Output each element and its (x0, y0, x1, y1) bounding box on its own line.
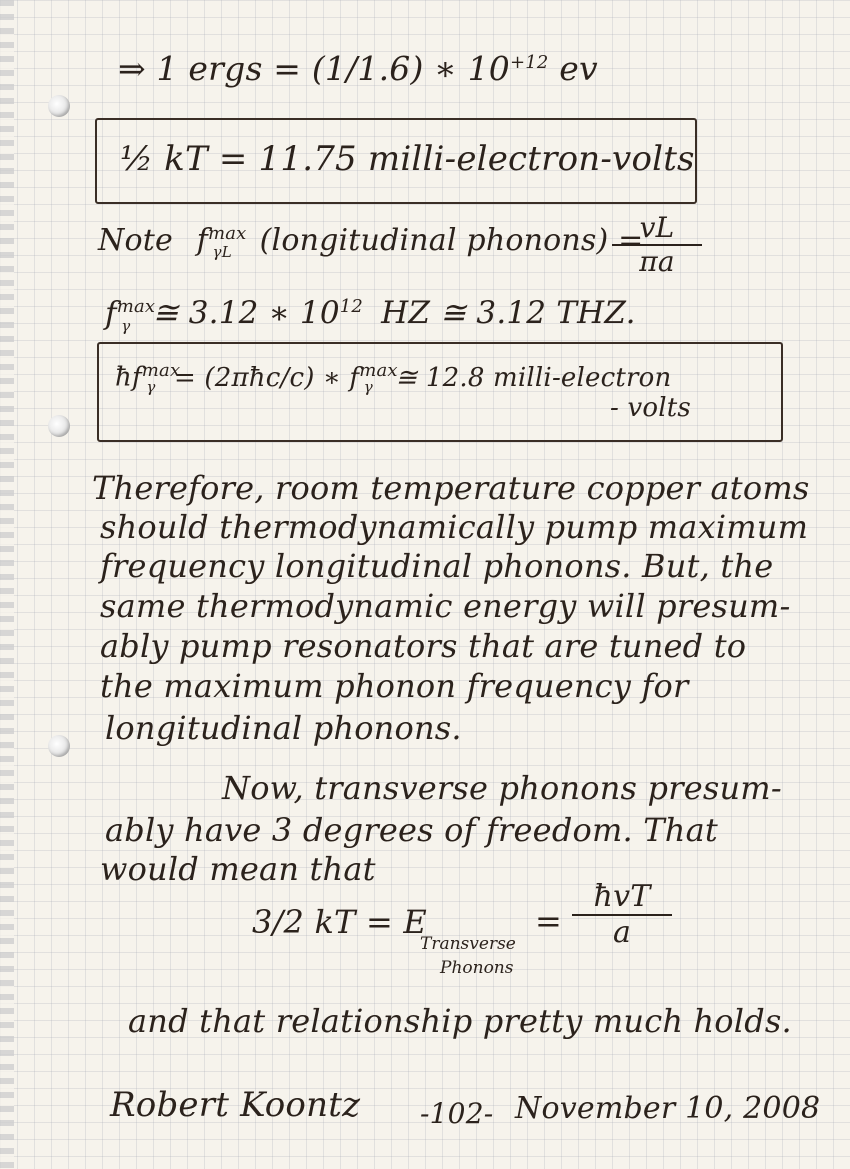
equals-sign: = (535, 902, 563, 940)
conversion-line: ⇒ 1 ergs = (1/1.6) ∗ $10^{+12}$ ev (118, 49, 598, 88)
transverse-equation-left: 3/2 kT = E (252, 903, 427, 941)
paragraph-line: ably pump resonators that are tuned to (100, 627, 747, 665)
paragraph-line: should thermodynamically pump maximum (100, 508, 809, 546)
transverse-subscript: Transverse (420, 934, 516, 954)
paragraph-line: the maximum phonon frequency for (100, 667, 689, 705)
note-line: Note $f^{max}_{\gamma L}$ (longitudinal phonons) = (98, 223, 644, 261)
paragraph-line: Now, transverse phonons presum- (222, 769, 782, 807)
paragraph-line: frequency longitudinal phonons. But, the (100, 547, 774, 585)
punch-hole (48, 415, 70, 437)
phonon-energy-unit: - volts (610, 393, 691, 423)
signature: Robert Koontz (110, 1085, 361, 1125)
paragraph-line: would mean that (100, 850, 376, 888)
paragraph-line: ably have 3 degrees of freedom. That (105, 811, 718, 849)
paragraph-line: longitudinal phonons. (105, 709, 462, 747)
punch-hole (48, 95, 70, 117)
phonon-energy-text: $ħf^{max}_\gamma$ = (2πħc/c) ∗ $f^{max}_\gamma$ ≅ 12.8 milli-electron (115, 360, 672, 396)
transverse-fraction: ħvT a (572, 882, 672, 948)
max-frequency-line: $f^{max}_\gamma$ ≅ 3.12 ∗ $10^{12}$ HZ ≅ 3.12 THZ. (105, 295, 636, 335)
page-number: -102- (420, 1097, 494, 1130)
thermal-energy-text: ½ kT = 11.75 milli-electron-volts (120, 139, 695, 179)
note-fraction: $\frac{vL}{\pi a}$ (612, 214, 702, 276)
punch-hole (48, 735, 70, 757)
paragraph-line: Therefore, room temperature copper atoms (92, 469, 810, 507)
spiral-binding (0, 0, 14, 1169)
phonons-subscript: Phonons (440, 958, 514, 978)
closing-line: and that relationship pretty much holds. (128, 1002, 792, 1040)
date: November 10, 2008 (515, 1091, 821, 1126)
paragraph-line: same thermodynamic energy will presum- (100, 587, 791, 625)
